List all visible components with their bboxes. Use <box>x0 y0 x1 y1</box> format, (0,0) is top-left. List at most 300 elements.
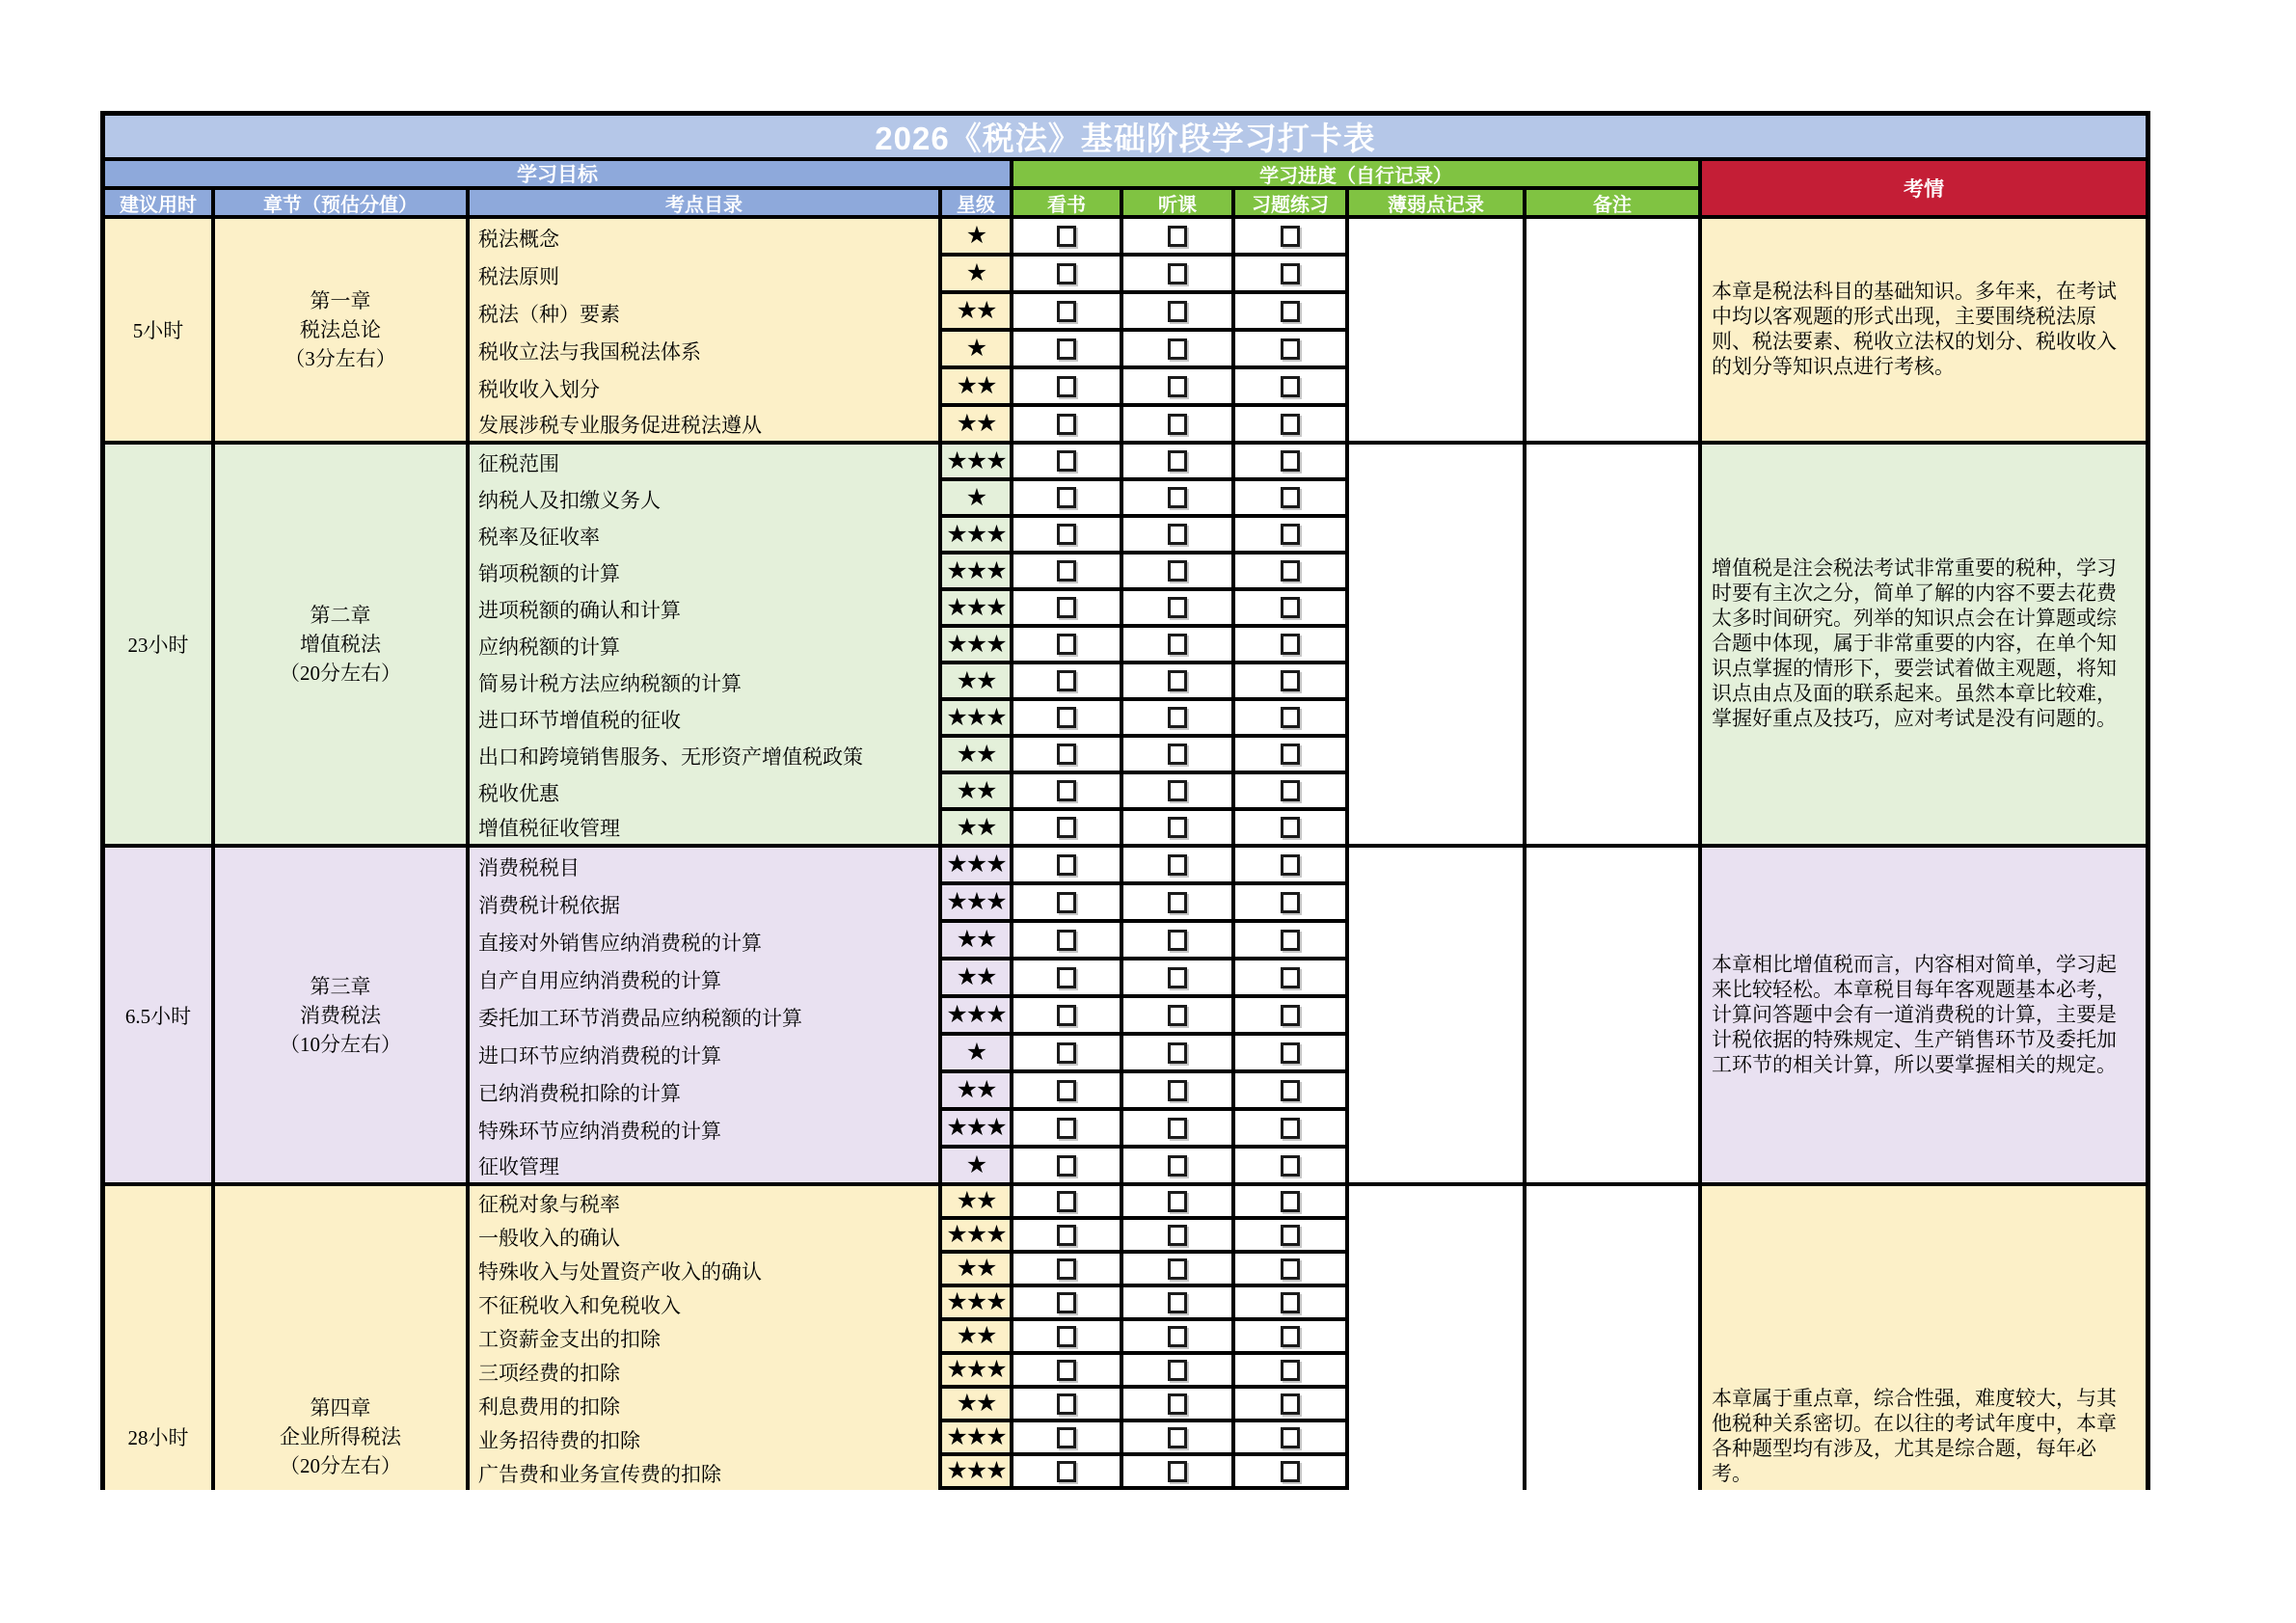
read-book-checkbox-cell <box>1013 1111 1123 1149</box>
read-book-checkbox-cell <box>1013 1355 1123 1389</box>
star-rating-cell: ★★★ <box>942 701 1013 738</box>
listen-class-checkbox-cell <box>1123 664 1235 701</box>
weak-point-record-cell[interactable] <box>1349 848 1526 1186</box>
listen-class-checkbox-cell <box>1123 332 1235 369</box>
listen-class-checkbox-cell <box>1123 1321 1235 1355</box>
read-book-checkbox-cell <box>1013 1456 1123 1490</box>
checkbox-icon[interactable] <box>1281 1225 1300 1246</box>
checkbox-icon[interactable] <box>1281 414 1300 435</box>
read-book-checkbox-cell <box>1013 1073 1123 1111</box>
exercise-checkbox-cell <box>1235 1389 1349 1422</box>
exercise-checkbox-cell <box>1235 591 1349 628</box>
checkbox-icon[interactable] <box>1057 263 1076 284</box>
read-book-checkbox-cell <box>1013 1186 1123 1220</box>
topic-name-cell: 税收收入划分 <box>470 369 942 407</box>
group-header-study-goal: 学习目标 <box>105 161 1013 190</box>
topic-name-cell: 纳税人及扣缴义务人 <box>470 481 942 518</box>
star-rating-cell: ★ <box>942 219 1013 257</box>
checkbox-icon[interactable] <box>1168 1258 1187 1280</box>
checkbox-icon[interactable] <box>1281 1155 1300 1177</box>
exercise-checkbox-cell <box>1235 1287 1349 1321</box>
chapter-title-line: 消费税法 <box>300 1003 381 1027</box>
checkbox-icon[interactable] <box>1281 670 1300 691</box>
checkbox-icon[interactable] <box>1281 634 1300 655</box>
topic-name-cell: 增值税征收管理 <box>470 811 942 848</box>
checkbox-icon[interactable] <box>1168 1292 1187 1313</box>
checkbox-icon[interactable] <box>1168 450 1187 472</box>
star-rating-cell: ★ <box>942 1036 1013 1073</box>
star-rating-cell: ★★★ <box>942 1456 1013 1490</box>
checkbox-icon[interactable] <box>1281 1461 1300 1482</box>
checkbox-icon[interactable] <box>1281 1042 1300 1064</box>
checkbox-icon[interactable] <box>1057 1155 1076 1177</box>
read-book-checkbox-cell <box>1013 294 1123 332</box>
checkbox-icon[interactable] <box>1057 817 1076 838</box>
read-book-checkbox-cell <box>1013 664 1123 701</box>
star-rating-cell: ★★★ <box>942 1287 1013 1321</box>
chapter-title-cell <box>215 445 470 848</box>
listen-class-checkbox-cell <box>1123 294 1235 332</box>
column-header-exercise: 习题练习 <box>1235 190 1349 219</box>
checkbox-icon[interactable] <box>1168 1080 1187 1101</box>
column-header-chapter-score: 章节（预估分值） <box>215 190 470 219</box>
read-book-checkbox-cell <box>1013 848 1123 885</box>
checkbox-icon[interactable] <box>1057 1118 1076 1139</box>
read-book-checkbox-cell <box>1013 701 1123 738</box>
checkbox-icon[interactable] <box>1281 817 1300 838</box>
topic-name-cell: 广告费和业务宣传费的扣除 <box>470 1456 942 1490</box>
checkbox-icon[interactable] <box>1057 597 1076 618</box>
checkbox-icon[interactable] <box>1057 930 1076 951</box>
listen-class-checkbox-cell <box>1123 848 1235 885</box>
column-header-star-level: 星级 <box>942 190 1013 219</box>
read-book-checkbox-cell <box>1013 445 1123 481</box>
listen-class-checkbox-cell <box>1123 1073 1235 1111</box>
exercise-checkbox-cell <box>1235 219 1349 257</box>
checkbox-icon[interactable] <box>1057 1326 1076 1347</box>
weak-point-record-cell[interactable] <box>1349 1186 1526 1490</box>
chapter-title-cell <box>215 1186 470 1490</box>
checkbox-icon[interactable] <box>1168 301 1187 322</box>
read-book-checkbox-cell <box>1013 628 1123 664</box>
topic-name-cell: 直接对外销售应纳消费税的计算 <box>470 923 942 960</box>
checkbox-icon[interactable] <box>1281 854 1300 876</box>
listen-class-checkbox-cell <box>1123 1456 1235 1490</box>
topic-name-cell: 出口和跨境销售服务、无形资产增值税政策 <box>470 738 942 774</box>
exercise-checkbox-cell <box>1235 445 1349 481</box>
listen-class-checkbox-cell <box>1123 1111 1235 1149</box>
checkbox-icon[interactable] <box>1057 744 1076 765</box>
checkbox-icon[interactable] <box>1281 450 1300 472</box>
checkbox-icon[interactable] <box>1281 1427 1300 1448</box>
checkbox-icon[interactable] <box>1168 1225 1187 1246</box>
star-rating-cell: ★ <box>942 332 1013 369</box>
topic-name-cell: 进口环节应纳消费税的计算 <box>470 1036 942 1073</box>
exercise-checkbox-cell <box>1235 1456 1349 1490</box>
star-rating-cell: ★★ <box>942 923 1013 960</box>
exam-info-note-cell <box>1702 1186 2146 1490</box>
chapter-title-line: （20分左右） <box>280 662 401 685</box>
read-book-checkbox-cell <box>1013 1389 1123 1422</box>
topic-name-cell: 工资薪金支出的扣除 <box>470 1321 942 1355</box>
listen-class-checkbox-cell <box>1123 407 1235 445</box>
read-book-checkbox-cell <box>1013 591 1123 628</box>
listen-class-checkbox-cell <box>1123 628 1235 664</box>
exercise-checkbox-cell <box>1235 1111 1349 1149</box>
table-grid <box>105 116 2146 1490</box>
read-book-checkbox-cell <box>1013 219 1123 257</box>
chapter-title-cell <box>215 848 470 1186</box>
chapter-title-line: （3分左右） <box>284 347 396 370</box>
star-rating-cell: ★★ <box>942 811 1013 848</box>
column-header-suggested-hours: 建议用时 <box>105 190 215 219</box>
chapter-title-line: 税法总论 <box>300 318 381 341</box>
read-book-checkbox-cell <box>1013 998 1123 1036</box>
group-header-exam-info: 考情 <box>1702 161 2146 219</box>
checkbox-icon[interactable] <box>1281 338 1300 360</box>
star-rating-cell: ★★★ <box>942 998 1013 1036</box>
checkbox-icon[interactable] <box>1057 524 1076 545</box>
checkbox-icon[interactable] <box>1168 670 1187 691</box>
checkbox-icon[interactable] <box>1168 1005 1187 1026</box>
listen-class-checkbox-cell <box>1123 738 1235 774</box>
topic-name-cell: 三项经费的扣除 <box>470 1355 942 1389</box>
checkbox-icon[interactable] <box>1168 376 1187 397</box>
checkbox-icon[interactable] <box>1281 780 1300 801</box>
topic-name-cell: 税收立法与我国税法体系 <box>470 332 942 369</box>
checkbox-icon[interactable] <box>1281 263 1300 284</box>
star-rating-cell: ★★★ <box>942 1422 1013 1456</box>
exam-info-note-cell <box>1702 219 2146 445</box>
star-rating-cell: ★ <box>942 257 1013 294</box>
topic-name-cell: 自产自用应纳消费税的计算 <box>470 960 942 998</box>
exercise-checkbox-cell <box>1235 1186 1349 1220</box>
topic-name-cell: 已纳消费税扣除的计算 <box>470 1073 942 1111</box>
topic-name-cell: 销项税额的计算 <box>470 555 942 591</box>
checkbox-icon[interactable] <box>1168 1360 1187 1381</box>
read-book-checkbox-cell <box>1013 332 1123 369</box>
checkbox-icon[interactable] <box>1057 780 1076 801</box>
column-header-weak-point-record: 薄弱点记录 <box>1349 190 1526 219</box>
topic-name-cell: 税法原则 <box>470 257 942 294</box>
checkbox-icon[interactable] <box>1168 930 1187 951</box>
star-rating-cell: ★★ <box>942 1254 1013 1287</box>
checkbox-icon[interactable] <box>1281 1360 1300 1381</box>
chapter-title-line: 第四章 <box>310 1395 371 1420</box>
listen-class-checkbox-cell <box>1123 445 1235 481</box>
read-book-checkbox-cell <box>1013 738 1123 774</box>
checkbox-icon[interactable] <box>1057 854 1076 876</box>
checkbox-icon[interactable] <box>1057 1225 1076 1246</box>
exercise-checkbox-cell <box>1235 369 1349 407</box>
checkbox-icon[interactable] <box>1168 1393 1187 1415</box>
listen-class-checkbox-cell <box>1123 1389 1235 1422</box>
read-book-checkbox-cell <box>1013 481 1123 518</box>
exercise-checkbox-cell <box>1235 407 1349 445</box>
checkbox-icon[interactable] <box>1057 1005 1076 1026</box>
star-rating-cell: ★★ <box>942 1186 1013 1220</box>
checkbox-icon[interactable] <box>1281 1005 1300 1026</box>
checkbox-icon[interactable] <box>1281 892 1300 913</box>
listen-class-checkbox-cell <box>1123 998 1235 1036</box>
topic-name-cell: 简易计税方法应纳税额的计算 <box>470 664 942 701</box>
exercise-checkbox-cell <box>1235 738 1349 774</box>
read-book-checkbox-cell <box>1013 923 1123 960</box>
listen-class-checkbox-cell <box>1123 811 1235 848</box>
checkbox-icon[interactable] <box>1057 487 1076 508</box>
checkbox-icon[interactable] <box>1281 376 1300 397</box>
star-rating-cell: ★★ <box>942 738 1013 774</box>
exam-info-note-cell <box>1702 445 2146 848</box>
exercise-checkbox-cell <box>1235 332 1349 369</box>
checkbox-icon[interactable] <box>1168 560 1187 582</box>
chapter-title-line: （10分左右） <box>280 1032 401 1056</box>
topic-name-cell: 征税对象与税率 <box>470 1186 942 1220</box>
star-rating-cell: ★★ <box>942 1073 1013 1111</box>
read-book-checkbox-cell <box>1013 1287 1123 1321</box>
read-book-checkbox-cell <box>1013 257 1123 294</box>
exercise-checkbox-cell <box>1235 481 1349 518</box>
checkbox-icon[interactable] <box>1168 634 1187 655</box>
remark-cell[interactable] <box>1526 445 1702 848</box>
topic-name-cell: 税收优惠 <box>470 774 942 811</box>
checkbox-icon[interactable] <box>1281 560 1300 582</box>
exercise-checkbox-cell <box>1235 1149 1349 1186</box>
star-rating-cell: ★★ <box>942 369 1013 407</box>
read-book-checkbox-cell <box>1013 555 1123 591</box>
read-book-checkbox-cell <box>1013 1254 1123 1287</box>
exercise-checkbox-cell <box>1235 701 1349 738</box>
star-rating-cell: ★★★ <box>942 518 1013 555</box>
column-header-read-book: 看书 <box>1013 190 1123 219</box>
remark-cell[interactable] <box>1526 1186 1702 1490</box>
chapter-title-line: 增值税法 <box>300 633 381 656</box>
listen-class-checkbox-cell <box>1123 1355 1235 1389</box>
checkbox-icon[interactable] <box>1168 967 1187 988</box>
star-rating-cell: ★★★ <box>942 848 1013 885</box>
listen-class-checkbox-cell <box>1123 1186 1235 1220</box>
remark-cell[interactable] <box>1526 219 1702 445</box>
topic-name-cell: 税法（种）要素 <box>470 294 942 332</box>
listen-class-checkbox-cell <box>1123 701 1235 738</box>
checkbox-icon[interactable] <box>1281 967 1300 988</box>
checkbox-icon[interactable] <box>1057 1191 1076 1212</box>
star-rating-cell: ★★ <box>942 960 1013 998</box>
exam-info-note-text: 本章是税法科目的基础知识。多年来，在考试中均以客观题的形式出现，主要围绕税法原则、税法要素、税收立法权的划分、税收收入的划分等知识点进行考核。 <box>1712 281 2117 378</box>
listen-class-checkbox-cell <box>1123 1254 1235 1287</box>
checkbox-icon[interactable] <box>1168 338 1187 360</box>
checkbox-icon[interactable] <box>1281 744 1300 765</box>
listen-class-checkbox-cell <box>1123 481 1235 518</box>
checkbox-icon[interactable] <box>1168 1326 1187 1347</box>
read-book-checkbox-cell <box>1013 1220 1123 1254</box>
star-rating-cell: ★★★ <box>942 445 1013 481</box>
star-rating-cell: ★★ <box>942 407 1013 445</box>
topic-name-cell: 征税范围 <box>470 445 942 481</box>
checkbox-icon[interactable] <box>1168 892 1187 913</box>
star-rating-cell: ★★★ <box>942 628 1013 664</box>
exercise-checkbox-cell <box>1235 923 1349 960</box>
checkbox-icon[interactable] <box>1168 1427 1187 1448</box>
checkbox-icon[interactable] <box>1281 1258 1300 1280</box>
listen-class-checkbox-cell <box>1123 219 1235 257</box>
checkbox-icon[interactable] <box>1057 892 1076 913</box>
topic-name-cell: 发展涉税专业服务促进税法遵从 <box>470 407 942 445</box>
checkbox-icon[interactable] <box>1281 301 1300 322</box>
star-rating-cell: ★★ <box>942 1321 1013 1355</box>
checkbox-icon[interactable] <box>1168 597 1187 618</box>
topic-name-cell: 特殊收入与处置资产收入的确认 <box>470 1254 942 1287</box>
checkbox-icon[interactable] <box>1281 1191 1300 1212</box>
listen-class-checkbox-cell <box>1123 555 1235 591</box>
checkbox-icon[interactable] <box>1057 1393 1076 1415</box>
exercise-checkbox-cell <box>1235 555 1349 591</box>
checkbox-icon[interactable] <box>1168 1191 1187 1212</box>
checkbox-icon[interactable] <box>1057 670 1076 691</box>
topic-name-cell: 进口环节增值税的征收 <box>470 701 942 738</box>
listen-class-checkbox-cell <box>1123 923 1235 960</box>
checkbox-icon[interactable] <box>1057 1258 1076 1280</box>
checkbox-icon[interactable] <box>1281 1118 1300 1139</box>
read-book-checkbox-cell <box>1013 1321 1123 1355</box>
listen-class-checkbox-cell <box>1123 257 1235 294</box>
topic-name-cell: 应纳税额的计算 <box>470 628 942 664</box>
topic-name-cell: 不征税收入和免税收入 <box>470 1287 942 1321</box>
exercise-checkbox-cell <box>1235 1036 1349 1073</box>
checkbox-icon[interactable] <box>1281 1292 1300 1313</box>
read-book-checkbox-cell <box>1013 885 1123 923</box>
checkbox-icon[interactable] <box>1168 263 1187 284</box>
checkbox-icon[interactable] <box>1281 930 1300 951</box>
study-hours-cell: 5小时 <box>105 219 215 445</box>
chapter-title-cell <box>215 219 470 445</box>
listen-class-checkbox-cell <box>1123 369 1235 407</box>
checkbox-icon[interactable] <box>1168 414 1187 435</box>
checkbox-icon[interactable] <box>1057 634 1076 655</box>
read-book-checkbox-cell <box>1013 960 1123 998</box>
checkbox-icon[interactable] <box>1057 414 1076 435</box>
read-book-checkbox-cell <box>1013 518 1123 555</box>
checkbox-icon[interactable] <box>1168 780 1187 801</box>
topic-name-cell: 委托加工环节消费品应纳税额的计算 <box>470 998 942 1036</box>
checkbox-icon[interactable] <box>1281 487 1300 508</box>
chapter-title-line: 第一章 <box>310 289 371 312</box>
chapter-title-line: 第二章 <box>310 604 371 627</box>
exam-info-note-text: 增值税是注会税法考试非常重要的税种，学习时要有主次之分，简单了解的内容不要去花费太多时间研究。列举的知识点会在计算题或综合题中体现，属于非常重要的内容，在单个知识点掌握的情形下，要尝试着做主观题，将知识点由点及面的联系起来。虽然本章比较难，掌握好重点及技巧，应对考试是没有问题的。 <box>1712 557 2117 730</box>
checkbox-icon[interactable] <box>1057 450 1076 472</box>
checkbox-icon[interactable] <box>1168 817 1187 838</box>
chapter-title-line: 企业所得税法 <box>280 1424 401 1448</box>
page-title: 2026《税法》基础阶段学习打卡表 <box>105 116 2146 161</box>
checkbox-icon[interactable] <box>1057 376 1076 397</box>
star-rating-cell: ★★ <box>942 664 1013 701</box>
star-rating-cell: ★ <box>942 481 1013 518</box>
topic-name-cell: 征收管理 <box>470 1149 942 1186</box>
exercise-checkbox-cell <box>1235 1073 1349 1111</box>
checkbox-icon[interactable] <box>1057 1360 1076 1381</box>
exercise-checkbox-cell <box>1235 848 1349 885</box>
checkbox-icon[interactable] <box>1168 487 1187 508</box>
checkbox-icon[interactable] <box>1168 226 1187 247</box>
exercise-checkbox-cell <box>1235 774 1349 811</box>
star-rating-cell: ★★★ <box>942 885 1013 923</box>
checkbox-icon[interactable] <box>1281 524 1300 545</box>
study-hours-cell: 6.5小时 <box>105 848 215 1186</box>
checkbox-icon[interactable] <box>1057 1427 1076 1448</box>
checkbox-icon[interactable] <box>1057 226 1076 247</box>
checkbox-icon[interactable] <box>1281 707 1300 728</box>
checkbox-icon[interactable] <box>1057 1292 1076 1313</box>
study-checkin-table <box>100 111 2150 1490</box>
star-rating-cell: ★★ <box>942 1389 1013 1422</box>
column-header-remark: 备注 <box>1526 190 1702 219</box>
study-hours-cell: 23小时 <box>105 445 215 848</box>
exam-info-note-text: 本章相比增值税而言，内容相对简单，学习起来比较轻松。本章税目每年客观题基本必考，计算问答题中会有一道消费税的计算，主要是计税依据的特殊规定、生产销售环节及委托加工环节的相关计算，所以要掌握相关的规定。 <box>1712 953 2117 1076</box>
topic-name-cell: 消费税计税依据 <box>470 885 942 923</box>
star-rating-cell: ★★ <box>942 294 1013 332</box>
star-rating-cell: ★★★ <box>942 1220 1013 1254</box>
exam-info-note-cell <box>1702 848 2146 1186</box>
checkbox-icon[interactable] <box>1057 301 1076 322</box>
checkbox-icon[interactable] <box>1168 1118 1187 1139</box>
checkbox-icon[interactable] <box>1281 226 1300 247</box>
checkbox-icon[interactable] <box>1057 560 1076 582</box>
remark-cell[interactable] <box>1526 848 1702 1186</box>
column-header-listen-class: 听课 <box>1123 190 1235 219</box>
star-rating-cell: ★★★ <box>942 1111 1013 1149</box>
topic-name-cell: 消费税税目 <box>470 848 942 885</box>
read-book-checkbox-cell <box>1013 1422 1123 1456</box>
exercise-checkbox-cell <box>1235 628 1349 664</box>
checkbox-icon[interactable] <box>1281 1393 1300 1415</box>
read-book-checkbox-cell <box>1013 811 1123 848</box>
listen-class-checkbox-cell <box>1123 774 1235 811</box>
checkbox-icon[interactable] <box>1168 1042 1187 1064</box>
checkbox-icon[interactable] <box>1168 854 1187 876</box>
weak-point-record-cell[interactable] <box>1349 445 1526 848</box>
checkbox-icon[interactable] <box>1168 1155 1187 1177</box>
listen-class-checkbox-cell <box>1123 885 1235 923</box>
exercise-checkbox-cell <box>1235 1321 1349 1355</box>
read-book-checkbox-cell <box>1013 774 1123 811</box>
checkbox-icon[interactable] <box>1281 597 1300 618</box>
listen-class-checkbox-cell <box>1123 1220 1235 1254</box>
chapter-title-line: 第三章 <box>310 974 371 998</box>
weak-point-record-cell[interactable] <box>1349 219 1526 445</box>
topic-name-cell: 税率及征收率 <box>470 518 942 555</box>
checkbox-icon[interactable] <box>1057 1042 1076 1064</box>
checkbox-icon[interactable] <box>1281 1326 1300 1347</box>
checkbox-icon[interactable] <box>1057 1080 1076 1101</box>
checkbox-icon[interactable] <box>1057 967 1076 988</box>
read-book-checkbox-cell <box>1013 1149 1123 1186</box>
checkbox-icon[interactable] <box>1168 524 1187 545</box>
read-book-checkbox-cell <box>1013 407 1123 445</box>
checkbox-icon[interactable] <box>1168 1461 1187 1482</box>
checkbox-icon[interactable] <box>1057 338 1076 360</box>
checkbox-icon[interactable] <box>1168 744 1187 765</box>
checkbox-icon[interactable] <box>1057 1461 1076 1482</box>
topic-name-cell: 业务招待费的扣除 <box>470 1422 942 1456</box>
checkbox-icon[interactable] <box>1281 1080 1300 1101</box>
listen-class-checkbox-cell <box>1123 591 1235 628</box>
checkbox-icon[interactable] <box>1168 707 1187 728</box>
checkbox-icon[interactable] <box>1057 707 1076 728</box>
exercise-checkbox-cell <box>1235 998 1349 1036</box>
topic-name-cell: 利息费用的扣除 <box>470 1389 942 1422</box>
star-rating-cell: ★ <box>942 1149 1013 1186</box>
listen-class-checkbox-cell <box>1123 518 1235 555</box>
